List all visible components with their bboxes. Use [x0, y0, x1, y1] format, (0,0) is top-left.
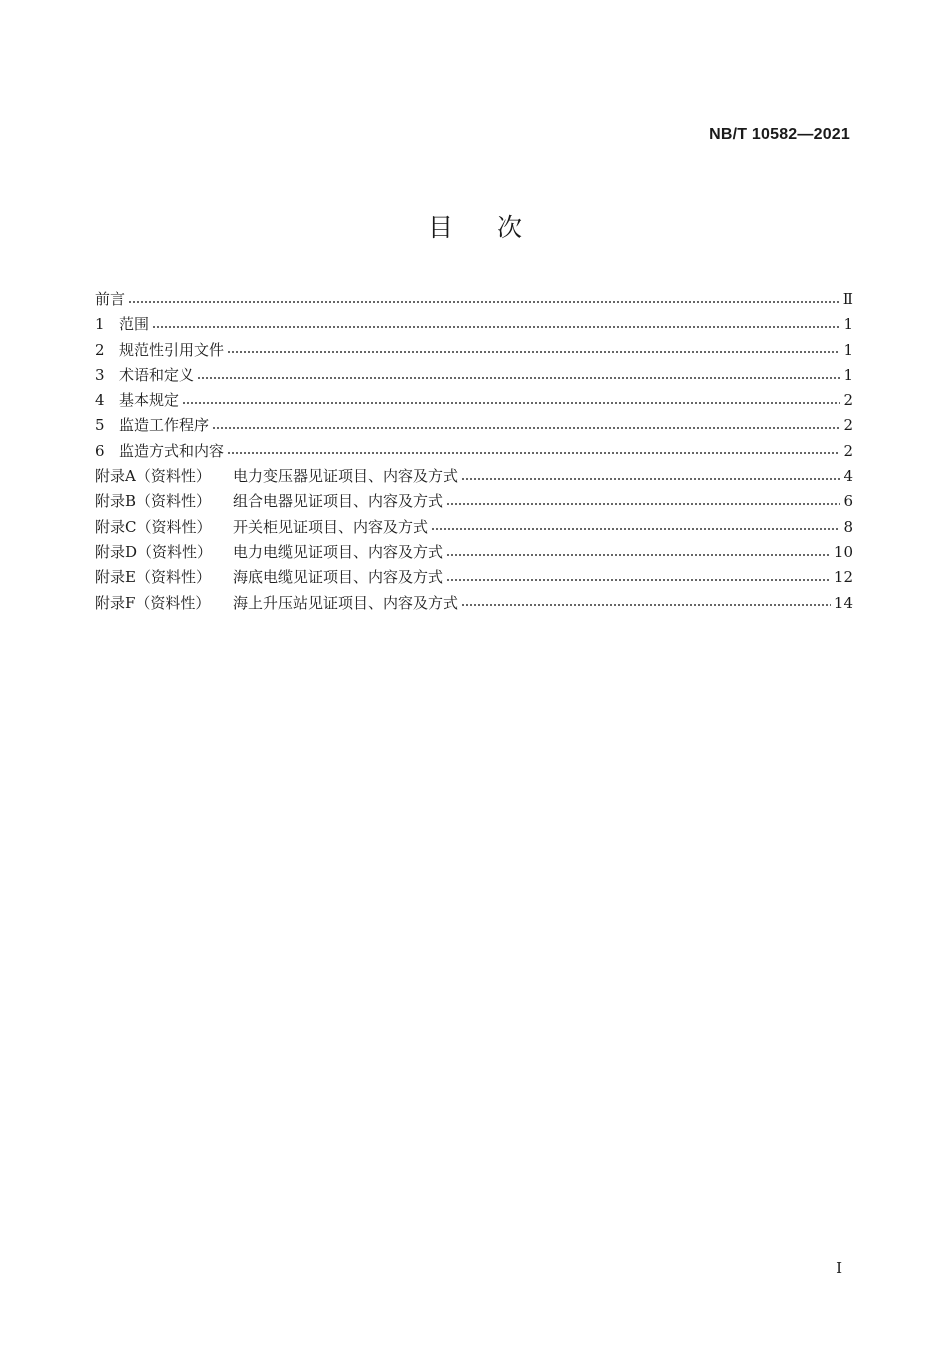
toc-entry-appendix-label: 附录E（资料性） — [95, 568, 211, 587]
toc-entry-number: 2 — [95, 340, 105, 359]
toc-entry-number: 5 — [95, 416, 105, 435]
toc-entry-number: 1 — [95, 315, 105, 334]
dot-leader — [212, 427, 840, 429]
toc-entry-appendix-e[interactable] — [95, 565, 853, 590]
dot-leader — [227, 351, 840, 353]
page-number: I — [836, 1259, 842, 1277]
dot-leader — [461, 604, 831, 606]
toc-entry-appendix-a[interactable] — [95, 464, 853, 489]
toc-entry-page: 1 — [843, 315, 853, 334]
toc-entry-4[interactable] — [95, 388, 853, 413]
standard-code: NB/T 10582—2021 — [709, 126, 850, 143]
toc-entry-foreword[interactable] — [95, 287, 853, 312]
toc-entry-page: 1 — [843, 340, 853, 359]
toc-entry-title: 前言 — [95, 290, 126, 308]
toc-entry-5[interactable] — [95, 413, 853, 438]
toc-entry-title: 基本规定 — [119, 391, 180, 410]
toc-entry-page: Ⅱ — [842, 290, 853, 308]
toc-entry-appendix-label: 附录F（资料性） — [95, 593, 211, 612]
dot-leader — [431, 528, 840, 530]
toc-entry-title: 组合电器见证项目、内容及方式 — [233, 492, 444, 511]
toc-entry-title: 海上升压站见证项目、内容及方式 — [233, 593, 459, 612]
toc-entry-appendix-c[interactable] — [95, 515, 853, 540]
toc-entry-2[interactable] — [95, 338, 853, 363]
toc-entry-page: 8 — [843, 517, 853, 536]
dot-leader — [197, 377, 840, 379]
dot-leader — [446, 554, 831, 556]
toc-entry-title: 开关柜见证项目、内容及方式 — [233, 517, 429, 536]
dot-leader — [152, 326, 840, 328]
toc-entry-number: 4 — [95, 391, 105, 410]
dot-leader — [227, 452, 840, 454]
dot-leader — [446, 503, 840, 505]
toc-entry-title: 术语和定义 — [119, 365, 195, 384]
toc-entry-page: 12 — [833, 568, 853, 587]
toc-entry-number: 6 — [95, 441, 105, 460]
dot-leader — [446, 579, 831, 581]
toc-entry-page: 2 — [843, 416, 853, 435]
toc-entry-page: 6 — [843, 492, 853, 511]
dot-leader — [128, 301, 840, 303]
toc-entry-appendix-label: 附录B（资料性） — [95, 492, 212, 511]
toc-entry-appendix-label: 附录C（资料性） — [95, 517, 212, 536]
toc-entry-title: 电力变压器见证项目、内容及方式 — [233, 467, 459, 486]
toc-entry-page: 1 — [843, 365, 853, 384]
toc-entry-page: 2 — [843, 391, 853, 410]
toc-entry-title: 海底电缆见证项目、内容及方式 — [233, 568, 444, 587]
toc-entry-title: 监造方式和内容 — [119, 441, 225, 460]
toc-entry-title: 规范性引用文件 — [119, 340, 225, 359]
toc-entry-number: 3 — [95, 365, 105, 384]
toc-entry-appendix-b[interactable] — [95, 489, 853, 514]
table-of-contents — [95, 287, 853, 616]
toc-entry-page: 2 — [843, 441, 853, 460]
toc-entry-page: 4 — [843, 467, 853, 486]
toc-entry-title: 电力电缆见证项目、内容及方式 — [233, 542, 444, 561]
page-title: 目次 — [427, 213, 566, 242]
toc-entry-appendix-label: 附录D（资料性） — [95, 542, 213, 561]
toc-entry-appendix-label: 附录A（资料性） — [95, 467, 211, 486]
toc-entry-page: 10 — [833, 542, 853, 561]
toc-entry-appendix-f[interactable] — [95, 591, 853, 616]
toc-entry-1[interactable] — [95, 312, 853, 337]
toc-entry-title: 范围 — [119, 315, 150, 334]
toc-entry-3[interactable] — [95, 363, 853, 388]
dot-leader — [461, 478, 840, 480]
dot-leader — [182, 402, 840, 404]
toc-entry-page: 14 — [833, 593, 853, 612]
toc-entry-appendix-d[interactable] — [95, 540, 853, 565]
toc-entry-title: 监造工作程序 — [119, 416, 210, 435]
toc-entry-6[interactable] — [95, 439, 853, 464]
